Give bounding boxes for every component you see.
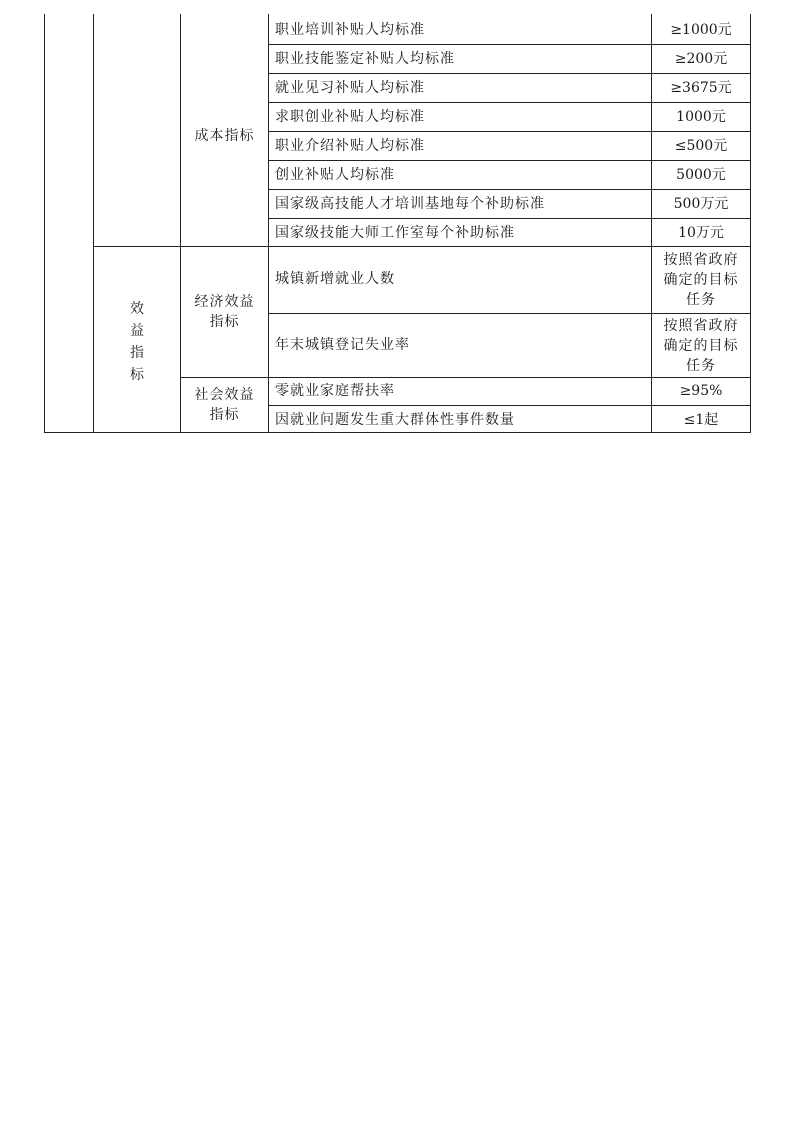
table-border-bottom	[44, 432, 751, 433]
indicator-cell: 求职创业补贴人均标准	[275, 109, 425, 125]
table-border-right	[750, 14, 751, 432]
category-cost: 成本指标	[194, 128, 255, 144]
value-line: 按照省政府	[663, 252, 739, 268]
category-economic-line: 指标	[209, 314, 240, 330]
value-cell: 10万元	[678, 225, 724, 241]
category-social-line: 社会效益	[194, 387, 255, 403]
table-column-divider-3	[268, 14, 269, 432]
category-economic-line: 经济效益	[194, 294, 255, 310]
row-divider	[268, 160, 751, 161]
value-cell: ≥3675元	[670, 80, 732, 96]
section-divider-economic-social	[180, 377, 751, 378]
value-cell	[652, 316, 750, 376]
table-border-left	[44, 14, 45, 432]
indicator-cell: 职业培训补贴人均标准	[275, 22, 425, 38]
row-divider	[268, 405, 751, 406]
category-social-line: 指标	[209, 407, 240, 423]
section-divider-cost-benefit	[93, 246, 751, 247]
category-social	[181, 385, 268, 425]
value-line: 确定的目标	[663, 272, 739, 288]
value-cell: ≤1起	[683, 412, 719, 428]
row-divider	[268, 102, 751, 103]
indicator-cell: 国家级技能大师工作室每个补助标准	[275, 225, 515, 241]
category-benefit-char: 效	[130, 301, 144, 317]
category-economic	[181, 292, 268, 332]
category-benefit-char: 指	[130, 345, 144, 361]
row-divider	[268, 189, 751, 190]
indicator-cell: 国家级高技能人才培训基地每个补助标准	[275, 196, 545, 212]
category-benefit	[127, 298, 147, 386]
value-cell: 500万元	[673, 196, 729, 212]
value-line: 任务	[686, 358, 716, 374]
value-line: 确定的目标	[663, 338, 739, 354]
table-column-divider-1	[93, 14, 94, 432]
indicator-cell: 创业补贴人均标准	[275, 167, 395, 183]
indicator-cell: 就业见习补贴人均标准	[275, 80, 425, 96]
value-cell: ≥200元	[674, 51, 728, 67]
indicator-cell: 年末城镇登记失业率	[275, 337, 410, 353]
value-cell: 1000元	[676, 109, 726, 125]
value-cell: 5000元	[676, 167, 726, 183]
row-divider	[268, 313, 751, 314]
row-divider	[268, 131, 751, 132]
value-line: 按照省政府	[663, 318, 739, 334]
table-column-divider-2	[180, 14, 181, 432]
category-benefit-char: 标	[130, 367, 144, 383]
value-line: 任务	[686, 292, 716, 308]
row-divider	[268, 218, 751, 219]
value-cell: ≥1000元	[670, 22, 732, 38]
value-cell: ≤500元	[674, 138, 728, 154]
category-benefit-char: 益	[130, 323, 144, 339]
value-cell	[652, 250, 750, 310]
indicator-cell: 因就业问题发生重大群体性事件数量	[275, 412, 515, 428]
value-cell: ≥95%	[679, 383, 723, 399]
row-divider	[268, 73, 751, 74]
row-divider	[268, 44, 751, 45]
indicator-cell: 职业技能鉴定补贴人均标准	[275, 51, 455, 67]
indicator-cell: 城镇新增就业人数	[275, 271, 395, 287]
indicator-cell: 零就业家庭帮扶率	[275, 383, 395, 399]
indicator-cell: 职业介绍补贴人均标准	[275, 138, 425, 154]
